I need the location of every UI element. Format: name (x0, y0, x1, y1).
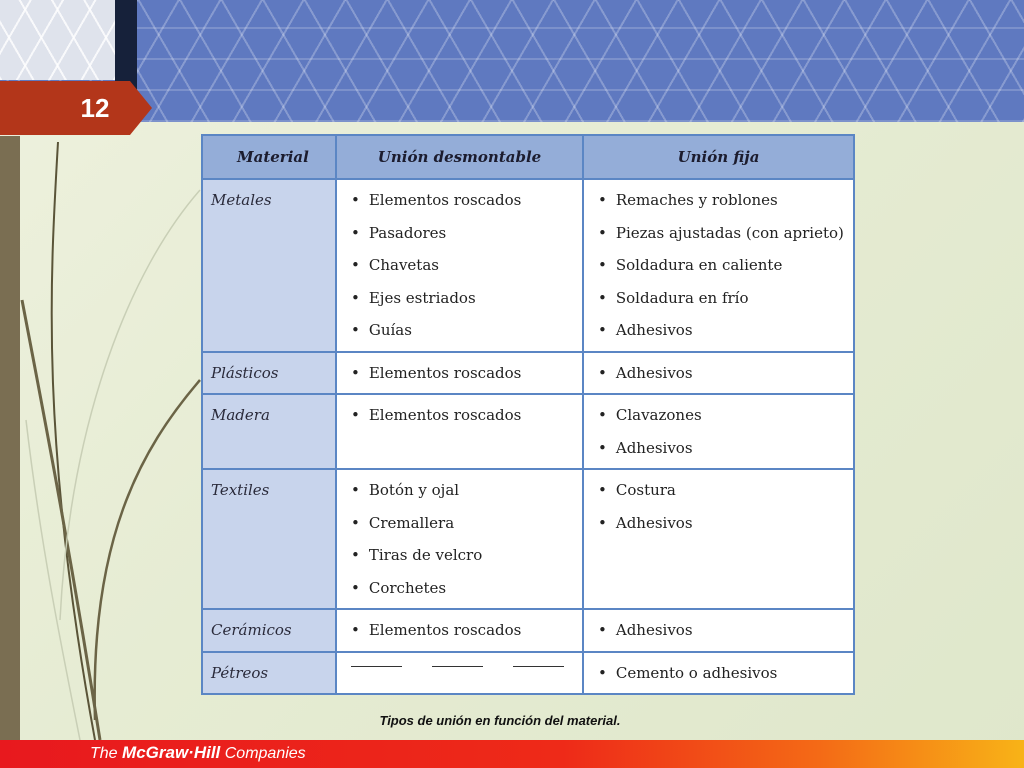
desmontable-cell (336, 609, 583, 652)
list-item: • Ejes estriados (351, 282, 582, 315)
list-item: • Pasadores (351, 217, 582, 250)
empty-value-dashes (337, 653, 582, 667)
desmontable-cell (336, 394, 583, 469)
table-header-row (202, 135, 854, 179)
publisher-logo (90, 743, 306, 763)
list-item: • Adhesivos (598, 507, 853, 540)
logo-suffix: Companies (224, 745, 306, 762)
chapter-number-tab (0, 81, 130, 135)
union-types-table (201, 134, 855, 695)
list-item: • Soldadura en caliente (598, 249, 853, 282)
list-item: • Cremallera (351, 507, 582, 540)
list-item: • Corchetes (351, 572, 582, 605)
list-item: • Chavetas (351, 249, 582, 282)
desmontable-cell (336, 469, 583, 609)
desmontable-cell (336, 179, 583, 352)
table-row (202, 609, 854, 652)
list-item: • Elementos roscados (351, 357, 582, 390)
chapter-number: 12 (80, 92, 110, 123)
list-item: • Elementos roscados (351, 399, 582, 432)
header-pattern-band (0, 0, 1024, 122)
header-union-fija: Unión fija (583, 135, 854, 179)
list-item: • Botón y ojal (351, 474, 582, 507)
footer-bar (0, 740, 1024, 768)
table-row (202, 394, 854, 469)
fija-cell (583, 352, 854, 395)
list-item: • Adhesivos (598, 314, 853, 347)
material-cell: Textiles (202, 469, 336, 609)
table-caption: Tipos de unión en función del material. (379, 713, 621, 728)
list-item: • Remaches y roblones (598, 184, 853, 217)
header-union-desmontable: Unión desmontable (336, 135, 583, 179)
dash-line (432, 666, 483, 667)
list-item: • Elementos roscados (351, 184, 582, 217)
list-item: • Adhesivos (598, 357, 853, 390)
list-item: • Piezas ajustadas (con aprieto) (598, 217, 853, 250)
fija-cell (583, 394, 854, 469)
material-cell: Pétreos (202, 652, 336, 695)
material-cell: Cerámicos (202, 609, 336, 652)
desmontable-cell (336, 352, 583, 395)
material-cell: Madera (202, 394, 336, 469)
list-item: • Guías (351, 314, 582, 347)
list-item: • Adhesivos (598, 432, 853, 465)
logo-brand: McGraw·Hill (122, 743, 221, 762)
material-cell: Metales (202, 179, 336, 352)
fija-cell (583, 652, 854, 695)
list-item: • Elementos roscados (351, 614, 582, 647)
fija-cell (583, 469, 854, 609)
list-item: • Costura (598, 474, 853, 507)
header-material: Material (202, 135, 336, 179)
logo-prefix: The (90, 745, 118, 762)
list-item: • Adhesivos (598, 614, 853, 647)
material-cell: Plásticos (202, 352, 336, 395)
list-item: • Cemento o adhesivos (598, 657, 853, 690)
desmontable-cell-empty (336, 652, 583, 695)
list-item: • Soldadura en frío (598, 282, 853, 315)
dash-line (351, 666, 402, 667)
header-corner-pattern (0, 0, 115, 80)
decorative-stems (0, 120, 210, 740)
list-item: • Clavazones (598, 399, 853, 432)
fija-cell (583, 609, 854, 652)
table-row (202, 352, 854, 395)
table-row (202, 469, 854, 609)
list-item: • Tiras de velcro (351, 539, 582, 572)
table-row (202, 179, 854, 352)
dash-line (513, 666, 564, 667)
fija-cell (583, 179, 854, 352)
table-row (202, 652, 854, 695)
